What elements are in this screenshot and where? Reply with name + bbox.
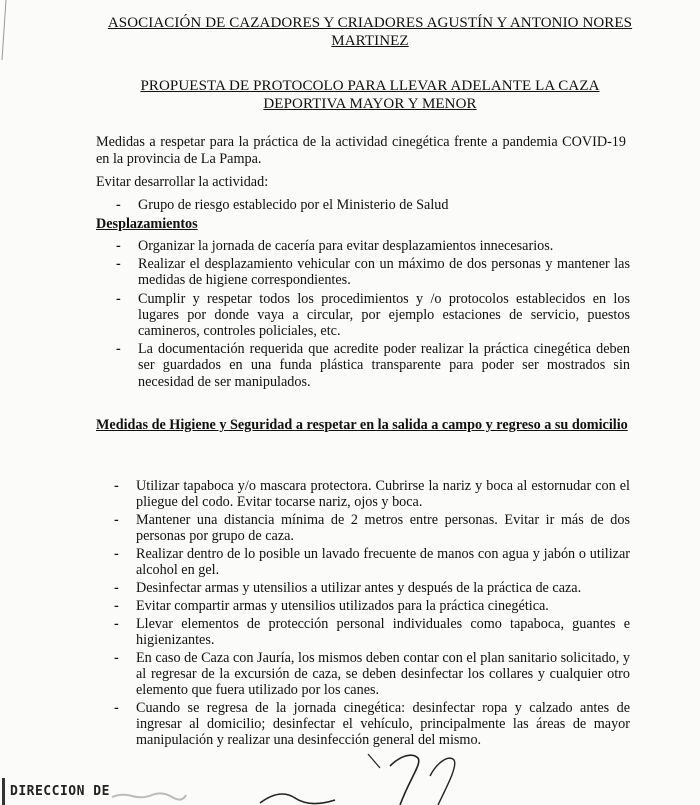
list-item: - En caso de Caza con Jauría, los mismos deben contar con el plan sanitario solicitado, y al regresar de la excursión de caza, se deben desinfectar los collares y cualquier otro elemento que fuera utilizado por los canes. <box>114 650 630 698</box>
signature-mark <box>240 748 480 805</box>
bullet-dash: - <box>114 546 119 562</box>
protocol-title-line1: PROPUESTA DE PROTOCOLO PARA LLEVAR ADELANTE LA CAZA <box>140 78 600 94</box>
bullet-dash: - <box>114 650 119 666</box>
association-title-line1: ASOCIACIÓN DE CAZADORES Y CRIADORES AGUSTÍN Y ANTONIO NORES <box>107 15 633 31</box>
stamp-smudge <box>108 789 188 801</box>
bullet-dash: - <box>116 238 121 254</box>
association-title-line2: MARTINEZ <box>331 33 409 49</box>
bullet-dash: - <box>114 616 119 632</box>
list-item: - Grupo de riesgo establecido por el Ministerio de Salud <box>116 197 449 213</box>
bullet-dash: - <box>114 478 119 494</box>
section-heading-travel: Desplazamientos <box>96 216 198 232</box>
bullet-dash: - <box>114 580 119 596</box>
stamp-text: DIRECCION DE <box>10 784 110 799</box>
bullet-dash: - <box>114 700 119 716</box>
protocol-title <box>90 77 650 113</box>
avoid-label: Evitar desarrollar la actividad: <box>96 174 269 190</box>
page-fold-mark <box>0 0 28 150</box>
intro-paragraph: Medidas a respetar para la práctica de la actividad cinegética frente a pandemia COVID-19 en la provincia de La Pampa. <box>96 134 626 167</box>
list-item: - Cumplir y respetar todos los procedimientos y /o protocolos establecidos en los lugares por donde vaya a circular, por ejemplo estaciones de servicio, puestos camineros, controles policiales, etc. <box>116 290 630 340</box>
bullet-dash: - <box>116 256 121 273</box>
bullet-dash: - <box>114 512 119 528</box>
avoid-list <box>96 197 630 213</box>
list-item: - La documentación requerida que acredite poder realizar la práctica cinegética deben ser guardados en una funda plástica transparente para poder ser mostrados sin necesidad de ser manipulados. <box>116 341 630 390</box>
protocol-title-line2: DEPORTIVA MAYOR Y MENOR <box>263 96 477 112</box>
travel-list <box>96 238 630 390</box>
list-item: - Cuando se regresa de la jornada cinegética: desinfectar ropa y calzado antes de ingresar al domicilio; desinfectar el vehículo, principalmente las áreas de mayor manipulación y realizar una desinfección general del mismo. <box>114 700 630 748</box>
list-item: - Utilizar tapaboca y/o mascara protectora. Cubrirse la nariz y boca al estornudar con el pliegue del codo. Evitar tocarse nariz, ojos y boca. <box>114 478 630 510</box>
list-item: - Llevar elementos de protección personal individuales como tapaboca, guantes e higienizantes. <box>114 616 630 648</box>
bullet-dash: - <box>116 290 121 307</box>
hygiene-list <box>96 478 630 748</box>
bullet-dash: - <box>116 341 121 358</box>
bullet-dash: - <box>116 197 121 213</box>
stamp-border <box>2 778 5 805</box>
section-heading-hygiene: Medidas de Higiene y Seguridad a respetar en la salida a campo y regreso a su domicilio <box>96 417 628 433</box>
list-item: - Evitar compartir armas y utensilios utilizados para la práctica cinegética. <box>114 598 549 614</box>
association-title <box>90 14 650 50</box>
list-item: - Realizar dentro de lo posible un lavado frecuente de manos con agua y jabón o utilizar alcohol en gel. <box>114 546 630 578</box>
list-item: - Organizar la jornada de cacería para evitar desplazamientos innecesarios. <box>116 238 554 254</box>
list-item: - Desinfectar armas y utensilios a utilizar antes y después de la práctica de caza. <box>114 580 582 596</box>
list-item: - Mantener una distancia mínima de 2 metros entre personas. Evitar ir más de dos personas por grupo de caza. <box>114 512 630 544</box>
bullet-dash: - <box>114 598 119 614</box>
list-item: - Realizar el desplazamiento vehicular con un máximo de dos personas y mantener las medidas de higiene correspondientes. <box>116 256 630 289</box>
